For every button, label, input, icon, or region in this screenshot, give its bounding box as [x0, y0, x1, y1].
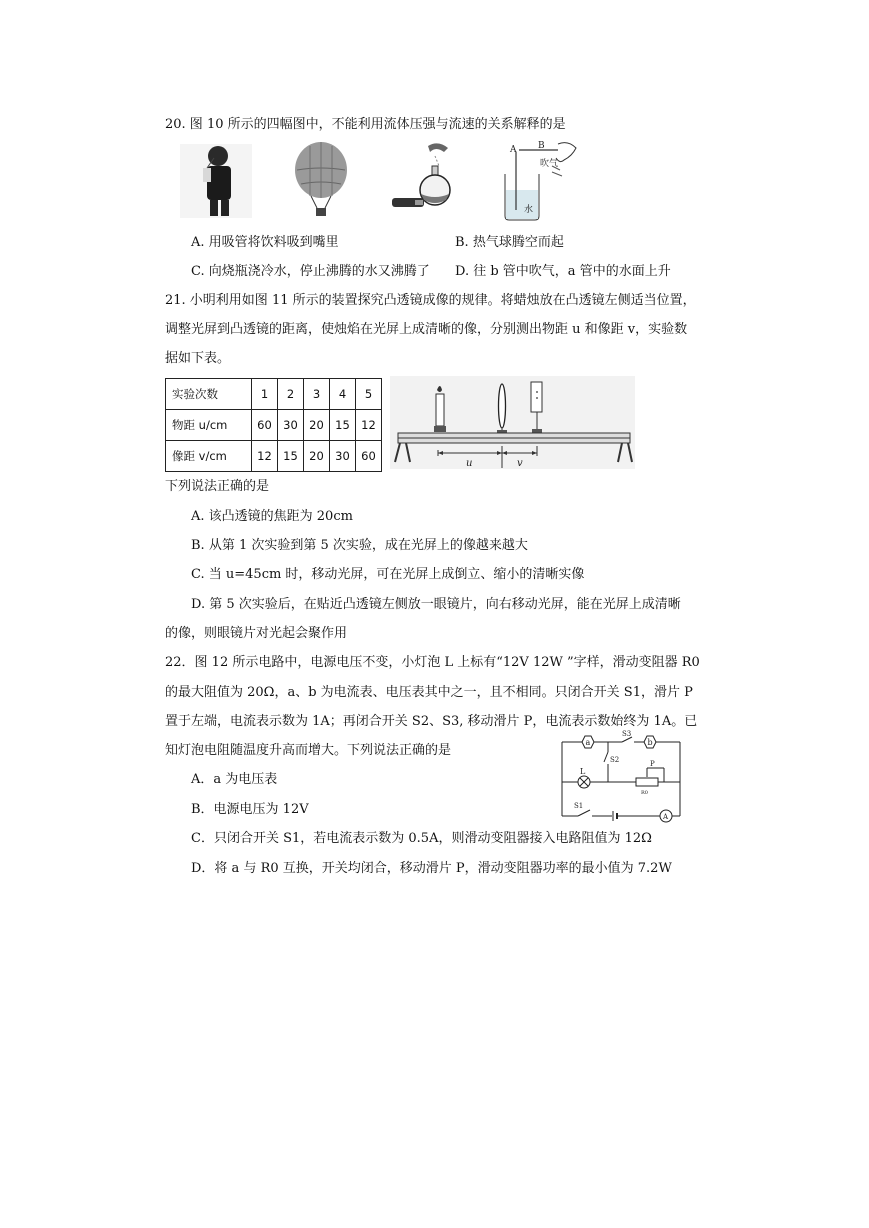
q22-stem-line-2: 的最大阻值为 20Ω，a、b 为电流表、电压表其中之一，且不相同。只闭合开关 S1，滑片 P	[165, 685, 693, 700]
table-cell: 12	[356, 410, 382, 441]
fig-label-water: 水	[524, 205, 534, 215]
q20-option-b: B. 热气球腾空而起	[455, 235, 564, 250]
table-cell: 30	[278, 410, 304, 441]
experiment-table	[165, 378, 382, 472]
q20-option-d: D. 往 b 管中吹气，a 管中的水面上升	[455, 264, 671, 279]
meter-b-label: b	[647, 738, 653, 747]
s3-label: S3	[622, 730, 632, 738]
table-row	[166, 379, 382, 410]
q21-option-d-continued: 的像，则眼镜片对光起会聚作用	[165, 626, 348, 641]
q21-option-c: C. 当 u=45cm 时，移动光屏，可在光屏上成倒立、缩小的清晰实像	[191, 567, 585, 582]
ammeter-label: A	[663, 813, 669, 821]
q21-option-b: B. 从第 1 次实验到第 5 次实验，成在光屏上的像越来越大	[191, 538, 528, 553]
q21-prompt: 下列说法正确的是	[165, 479, 270, 494]
q22-stem-line-4: 知灯泡电阻随温度升高而增大。下列说法正确的是	[165, 743, 452, 758]
meter-a-label: a	[585, 738, 591, 747]
q22-option-d: D．将 a 与 R0 互换，开关均闭合，移动滑片 P，滑动变阻器功率的最小值为 7.2W	[191, 861, 672, 876]
q21-stem-line-3: 据如下表。	[165, 351, 231, 366]
circuit-diagram	[558, 730, 688, 824]
boy-drinking-icon	[180, 144, 252, 218]
s2-label: S2	[610, 756, 620, 764]
row-label: 物距 u/cm	[166, 410, 252, 441]
q20-figure	[180, 140, 590, 222]
flask-cold-water-icon	[392, 143, 450, 207]
optical-bench-figure	[390, 376, 635, 469]
slider-p-label: P	[650, 760, 655, 768]
q20-stem: 20. 图 10 所示的四幅图中，不能利用流体压强与流速的关系解释的是	[165, 117, 566, 132]
fig-label-blow: 吹气	[540, 159, 559, 169]
q22-option-b: B．电源电压为 12V	[191, 802, 309, 817]
fig-label-a: A	[510, 145, 517, 155]
table-cell: 12	[252, 441, 278, 472]
label-v: v	[517, 458, 523, 469]
table-cell: 3	[304, 379, 330, 410]
table-cell: 2	[278, 379, 304, 410]
table-cell: 60	[252, 410, 278, 441]
table-cell: 30	[330, 441, 356, 472]
r0-label: R0	[641, 790, 648, 796]
lamp-icon	[578, 776, 590, 788]
q21-option-a: A. 该凸透镜的焦距为 20cm	[191, 509, 353, 524]
lamp-label: L	[580, 767, 586, 776]
blowing-tube-icon	[505, 141, 576, 220]
table-cell: 20	[304, 441, 330, 472]
table-cell: 15	[330, 410, 356, 441]
q21-option-d: D. 第 5 次实验后，在贴近凸透镜左侧放一眼镜片，向右移动光屏，能在光屏上成清晰	[191, 597, 681, 612]
q22-stem-line-1: 22．图 12 所示电路中，电源电压不变，小灯泡 L 上标有“12V 12W ”字样，滑动变阻器 R0	[165, 655, 700, 670]
label-u: u	[466, 458, 473, 469]
row-label: 像距 v/cm	[166, 441, 252, 472]
q22-option-a: A．a 为电压表	[191, 772, 278, 787]
q21-stem-line-1: 21. 小明利用如图 11 所示的装置探究凸透镜成像的规律。将蜡烛放在凸透镜左侧适当位置，	[165, 293, 696, 308]
q22-stem-line-3: 置于左端，电流表示数为 1A；再闭合开关 S2、S3, 移动滑片 P，电流表示数始终为 1A。已	[165, 714, 698, 729]
q22-option-c: C．只闭合开关 S1，若电流表示数为 0.5A，则滑动变阻器接入电路阻值为 12Ω	[191, 831, 652, 846]
table-cell: 4	[330, 379, 356, 410]
hot-air-balloon-icon	[295, 142, 347, 216]
q20-option-c: C. 向烧瓶浇冷水，停止沸腾的水又沸腾了	[191, 264, 430, 279]
q20-option-a: A. 用吸管将饮料吸到嘴里	[191, 235, 339, 250]
table-cell: 15	[278, 441, 304, 472]
table-row	[166, 410, 382, 441]
q21-stem-line-2: 调整光屏到凸透镜的距离，使烛焰在光屏上成清晰的像，分别测出物距 u 和像距 v，实验数	[165, 322, 688, 337]
table-cell: 60	[356, 441, 382, 472]
s1-label: S1	[574, 802, 584, 810]
table-row	[166, 441, 382, 472]
table-cell: 1	[252, 379, 278, 410]
table-cell: 20	[304, 410, 330, 441]
table-cell: 5	[356, 379, 382, 410]
fig-label-b: B	[538, 141, 545, 151]
row-label: 实验次数	[166, 379, 252, 410]
